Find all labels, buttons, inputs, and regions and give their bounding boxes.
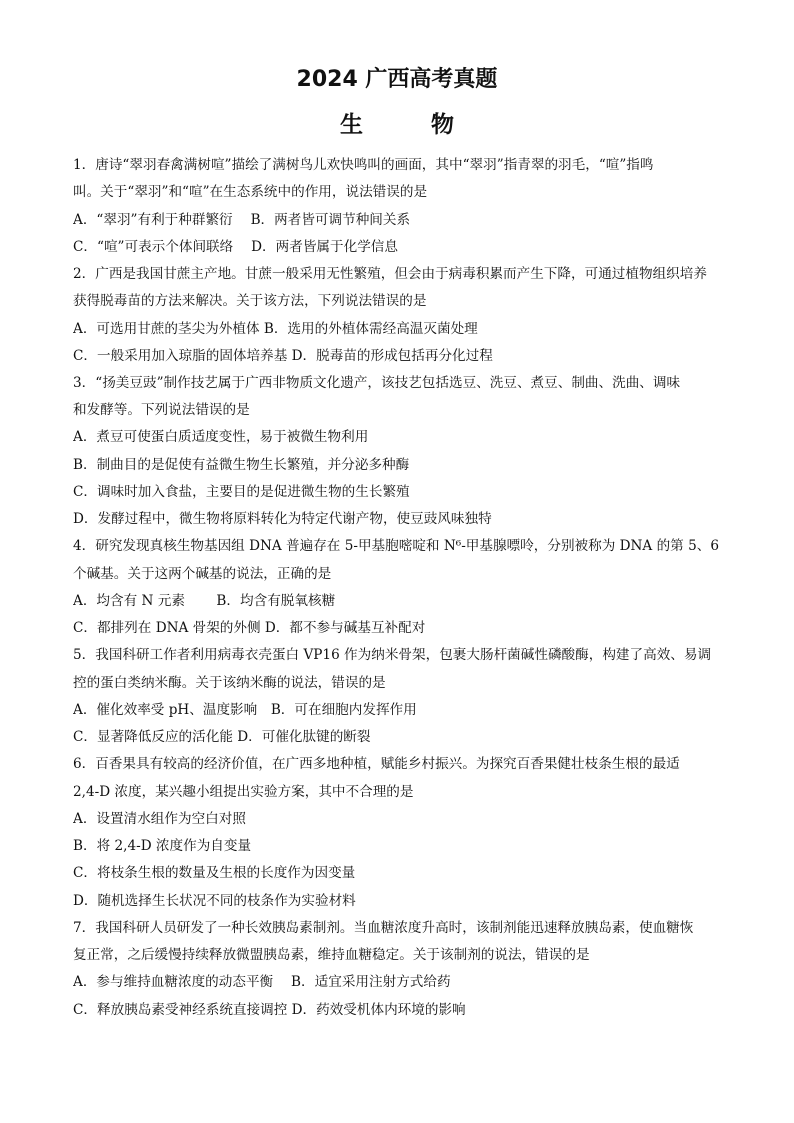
text-line: 6．百香果具有较高的经济价值，在广西多地种植，赋能乡村振兴。为探究百香果健壮枝条生根的最适 xyxy=(73,756,680,772)
text-line: 2,4-D 浓度，某兴趣小组提出实验方案，其中不合理的是 xyxy=(73,784,414,800)
text-line: A．催化效率受 pH、温度影响 B．可在细胞内发挥作用 xyxy=(73,702,417,718)
text-line: C．显著降低反应的活化能 D．可催化肽键的断裂 xyxy=(73,729,371,745)
text-line: 7．我国科研人员研发了一种长效胰岛素制剂。当血糖浓度升高时，该制剂能迅速释放胰岛素，使血糖恢 xyxy=(73,920,694,936)
text-line: 3．“扬美豆豉”制作技艺属于广西非物质文化遗产，该技艺包括选豆、洗豆、煮豆、制曲、洗曲、调味 xyxy=(73,375,681,391)
text-line: 4．研究发现真核生物基因组 DNA 普遍存在 5-甲基胞嘧啶和 N⁶-甲基腺嘌呤，分别被称为 DNA 的第 5、6 xyxy=(73,538,719,554)
text-line: A．参与维持血糖浓度的动态平衡 B．适宜采用注射方式给药 xyxy=(73,974,451,990)
text-line: 2．广西是我国甘蔗主产地。甘蔗一般采用无性繁殖，但会由于病毒积累而产生下降，可通过植物组织培养 xyxy=(73,266,707,282)
subject-title: 生 物 xyxy=(339,112,484,138)
text-line: A．设置清水组作为空白对照 xyxy=(73,811,246,827)
text-line: C．一般采用加入琼脂的固体培养基 D．脱毒苗的形成包括再分化过程 xyxy=(73,348,493,364)
text-line: 叫。关于“翠羽”和“喧”在生态系统中的作用，说法错误的是 xyxy=(73,184,428,200)
text-line: A．可选用甘蔗的茎尖为外植体 B．选用的外植体需经高温灭菌处理 xyxy=(73,321,478,337)
text-line: 复正常，之后缓慢持续释放微盟胰岛素，维持血糖稳定。关于该制剂的说法，错误的是 xyxy=(73,947,590,963)
text-line: 控的蛋白类纳米酶。关于该纳米酶的说法，错误的是 xyxy=(73,675,386,691)
text-line: C．都排列在 DNA 骨架的外侧 D．都不参与碱基互补配对 xyxy=(73,620,426,636)
text-line: 5．我国科研工作者利用病毒衣壳蛋白 VP16 作为纳米骨架，包裹大肠杆菌碱性磷酸酶，构建了高效、易调 xyxy=(73,647,712,663)
text-line: C．释放胰岛素受神经系统直接调控 D．药效受机体内环境的影响 xyxy=(73,1002,466,1018)
text-line: A．煮豆可使蛋白质适度变性，易于被微生物利用 xyxy=(73,429,369,445)
text-line: D．发酵过程中，微生物将原料转化为特定代谢产物，使豆豉风味独特 xyxy=(73,511,492,527)
text-line: C．“喧”可表示个体间联络 D．两者皆属于化学信息 xyxy=(73,239,398,255)
text-line: C．将枝条生根的数量及生根的长度作为因变量 xyxy=(73,865,356,881)
text-line: B．制曲目的是促使有益微生物生长繁殖，并分泌多种酶 xyxy=(73,457,410,473)
text-line: 个碱基。关于这两个碱基的说法，正确的是 xyxy=(73,566,332,582)
text-line: 1．唐诗“翠羽春禽满树喧”描绘了满树鸟儿欢快鸣叫的画面，其中“翠羽”指青翠的羽毛，“喧”指鸣 xyxy=(73,157,654,173)
text-line: B．将 2,4-D 浓度作为自变量 xyxy=(73,838,252,854)
text-line: A．均含有 N 元素 B．均含有脱氧核糖 xyxy=(73,593,336,609)
text-line: C．调味时加入食盐，主要目的是促进微生物的生长繁殖 xyxy=(73,484,410,500)
text-line: A．“翠羽”有利于种群繁衍 B．两者皆可调节种间关系 xyxy=(73,212,411,228)
text-line: 和发酵等。下列说法错误的是 xyxy=(73,402,250,418)
page-title: 2024 广西高考真题 xyxy=(296,67,498,92)
text-line: 获得脱毒苗的方法来解决。关于该方法，下列说法错误的是 xyxy=(73,293,427,309)
text-line: D．随机选择生长状况不同的枝条作为实验材料 xyxy=(73,893,356,909)
